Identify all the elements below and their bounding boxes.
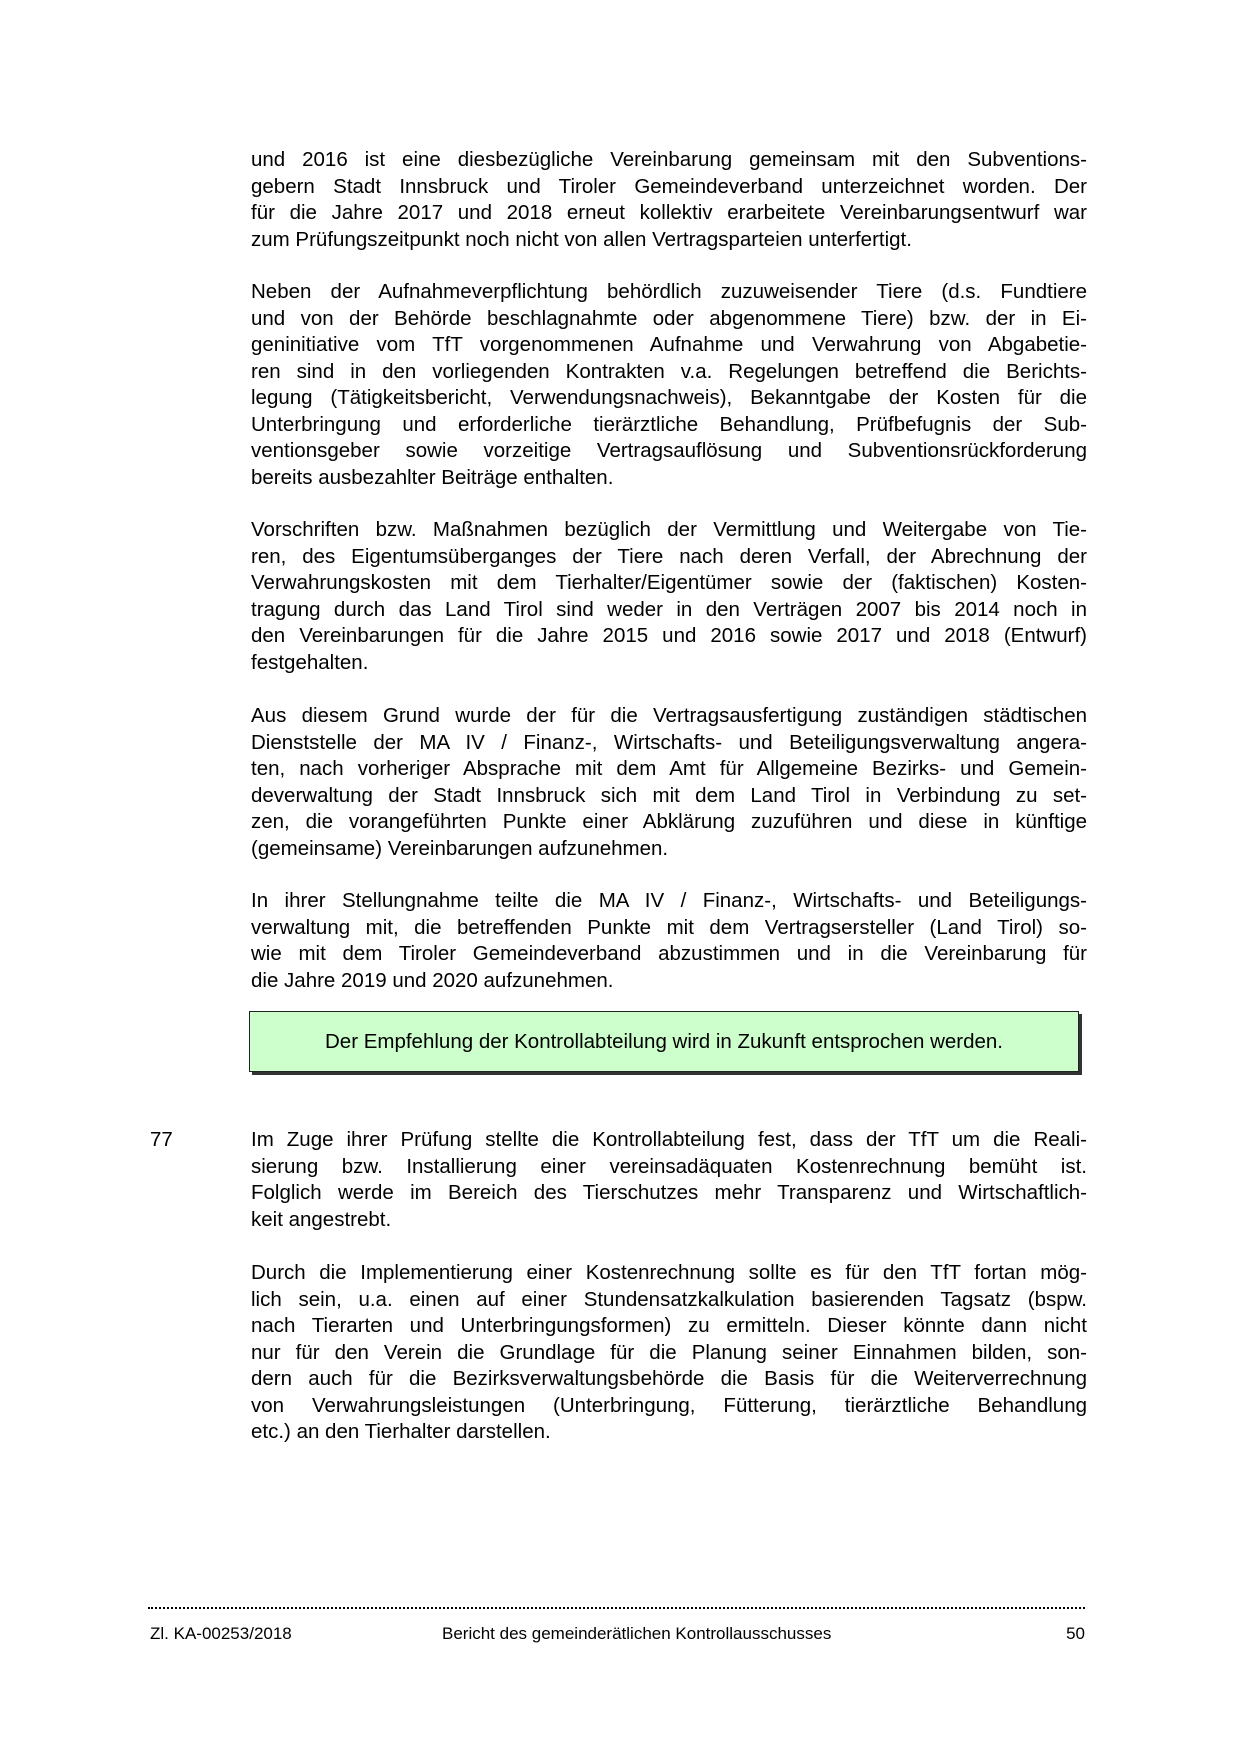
text-line: ten, nach vorheriger Absprache mit dem Amt für Allgemeine Bezirks- und Gemein- bbox=[251, 757, 1087, 780]
text-line: legung (Tätigkeitsbericht, Verwendungsnachweis), Bekanntgabe der Kosten für die bbox=[251, 386, 1087, 409]
page-number: 50 bbox=[1066, 1624, 1085, 1643]
text-line: (gemeinsame) Vereinbarungen aufzunehmen. bbox=[251, 836, 669, 860]
text-line: Neben der Aufnahmeverpflichtung behördlich zuzuweisender Tiere (d.s. Fundtiere bbox=[251, 280, 1087, 303]
text-line: Folglich werde im Bereich des Tierschutzes mehr Transparenz und Wirtschaftlich- bbox=[251, 1181, 1087, 1204]
text-line: wie mit dem Tiroler Gemeindeverband abzustimmen und in die Vereinbarung für bbox=[251, 942, 1087, 965]
text-line: gebern Stadt Innsbruck und Tiroler Gemeindeverband unterzeichnet worden. Der bbox=[251, 174, 1087, 198]
text-line: nur für den Verein die Grundlage für die Planung seiner Einnahmen bilden, son- bbox=[251, 1340, 1087, 1364]
paragraph-obligations bbox=[251, 279, 1087, 491]
text-line: Durch die Implementierung einer Kostenrechnung sollte es für den TfT fortan mög- bbox=[251, 1261, 1087, 1284]
text-line: ren, des Eigentumsüberganges der Tiere nach deren Verfall, der Abrechnung der bbox=[251, 544, 1087, 568]
text-line: und von der Behörde beschlagnahmte oder abgenommene Tiere) bzw. der in Ei- bbox=[251, 306, 1087, 330]
footer-reference: Zl. KA-00253/2018 bbox=[150, 1624, 292, 1643]
section-number: 77 bbox=[150, 1128, 173, 1151]
text-line: Aus diesem Grund wurde der für die Vertragsausfertigung zuständigen städtischen bbox=[251, 704, 1087, 727]
text-line: von Verwahrungsleistungen (Unterbringung, Fütterung, tierärztliche Behandlung bbox=[251, 1393, 1087, 1417]
text-line: deverwaltung der Stadt Innsbruck sich mit dem Land Tirol in Verbindung zu set- bbox=[251, 783, 1087, 807]
text-line: ren sind in den vorliegenden Kontrakten v.a. Regelungen betreffend die Berichts- bbox=[251, 359, 1087, 383]
text-line: zum Prüfungszeitpunkt noch nicht von allen Vertragsparteien unterfertigt. bbox=[251, 227, 912, 251]
footer-title: Bericht des gemeinderätlichen Kontrollausschusses bbox=[442, 1624, 832, 1643]
text-line: Dienststelle der MA IV / Finanz-, Wirtschafts- und Beteiligungsverwaltung angera- bbox=[251, 730, 1087, 754]
recommendation-box bbox=[249, 1011, 1079, 1072]
footer-divider bbox=[148, 1607, 1085, 1609]
text-line: tragung durch das Land Tirol sind weder in den Verträgen 2007 bis 2014 noch in bbox=[251, 597, 1087, 621]
text-line: festgehalten. bbox=[251, 650, 369, 674]
text-line: zen, die vorangeführten Punkte einer Abklärung zuzuführen und diese in künftige bbox=[251, 810, 1087, 833]
text-line: den Vereinbarungen für die Jahre 2015 und 2016 sowie 2017 und 2018 (Entwurf) bbox=[251, 624, 1087, 647]
text-line: Unterbringung und erforderliche tierärztliche Behandlung, Prüfbefugnis der Sub- bbox=[251, 412, 1087, 436]
paragraph-statement bbox=[251, 888, 1087, 994]
text-line: dern auch für die Bezirksverwaltungsbehörde die Basis für die Weiterverrechnung bbox=[251, 1367, 1087, 1390]
text-line: lich sein, u.a. einen auf einer Stundensatzkalkulation basierenden Tagsatz (bspw. bbox=[251, 1287, 1087, 1311]
paragraph-regulations bbox=[251, 517, 1087, 676]
text-line: Vorschriften bzw. Maßnahmen bezüglich der Vermittlung und Weitergabe von Tie- bbox=[251, 518, 1087, 541]
text-line: nach Tierarten und Unterbringungsformen) zu ermitteln. Dieser könnte dann nicht bbox=[251, 1314, 1087, 1337]
text-line: In ihrer Stellungnahme teilte die MA IV / Finanz-, Wirtschafts- und Beteiligungs- bbox=[251, 889, 1087, 912]
text-line: geninitiative vom TfT vorgenommenen Aufnahme und Verwahrung von Abgabetie- bbox=[251, 333, 1087, 356]
text-line: etc.) an den Tierhalter darstellen. bbox=[251, 1420, 551, 1443]
paragraph-implementation bbox=[251, 1260, 1087, 1446]
text-line: Verwahrungskosten mit dem Tierhalter/Eigentümer sowie der (faktischen) Kosten- bbox=[251, 571, 1087, 594]
text-line: und 2016 ist eine diesbezügliche Vereinbarung gemeinsam mit den Subventions- bbox=[251, 148, 1087, 171]
text-line: ventionsgeber sowie vorzeitige Vertragsauflösung und Subventionsrückforderung bbox=[251, 439, 1087, 462]
text-line: die Jahre 2019 und 2020 aufzunehmen. bbox=[251, 968, 614, 992]
text-line: keit angestrebt. bbox=[251, 1207, 392, 1231]
recommendation-text: Der Empfehlung der Kontrollabteilung wird in Zukunft entsprochen werden. bbox=[324, 1029, 1004, 1053]
paragraph-intro bbox=[251, 147, 1087, 253]
text-line: für die Jahre 2017 und 2018 erneut kollektiv erarbeitete Vereinbarungsentwurf war bbox=[251, 201, 1087, 224]
text-line: sierung bzw. Installierung einer vereinsadäquaten Kostenrechnung bemüht ist. bbox=[251, 1154, 1087, 1178]
paragraph-cost-accounting bbox=[251, 1127, 1087, 1233]
paragraph-recommendation-reason bbox=[251, 703, 1087, 862]
text-line: Im Zuge ihrer Prüfung stellte die Kontrollabteilung fest, dass der TfT um die Reali- bbox=[251, 1128, 1087, 1151]
text-line: verwaltung mit, die betreffenden Punkte mit dem Vertragsersteller (Land Tirol) so- bbox=[251, 915, 1087, 939]
text-line: bereits ausbezahlter Beiträge enthalten. bbox=[251, 465, 614, 489]
